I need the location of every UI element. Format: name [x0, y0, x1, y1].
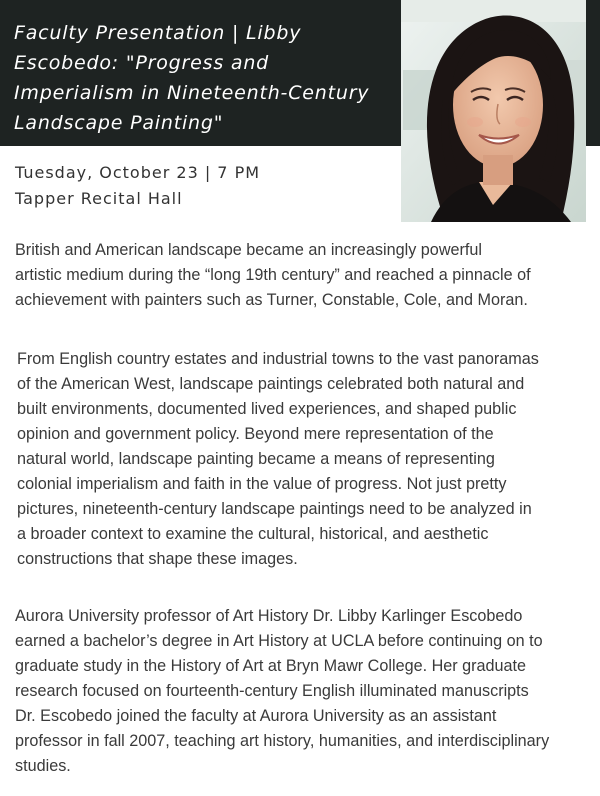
paragraph-line: achievement with painters such as Turner, Constable, Cole, and Moran. — [15, 291, 528, 309]
paragraph-line: research focused on fourteenth-century English illuminated manuscripts — [15, 682, 529, 700]
description-paragraph — [17, 347, 595, 572]
speaker-bio-paragraph — [15, 604, 595, 779]
paragraph-line: professor in fall 2007, teaching art history, humanities, and interdisciplinary — [15, 732, 550, 750]
page-title — [14, 18, 394, 138]
paragraph-line: From English country estates and industrial towns to the vast panoramas — [17, 350, 539, 368]
title-line: Imperialism in Nineteenth-Century — [14, 82, 370, 104]
title-line: Landscape Painting" — [14, 112, 224, 134]
paragraph-line: built environments, documented lived experiences, and shaped public — [17, 400, 517, 418]
title-line: Faculty Presentation | Libby — [14, 22, 302, 44]
portrait-photo-icon — [401, 0, 586, 222]
paragraph-line: of the American West, landscape paintings celebrated both natural and — [17, 375, 525, 393]
paragraph-line: British and American landscape became an increasingly powerful — [15, 241, 482, 259]
paragraph-line: studies. — [15, 757, 71, 775]
event-date-time: Tuesday, October 23 | 7 PM — [15, 163, 261, 182]
speaker-portrait-photo — [401, 0, 586, 222]
paragraph-line: graduate study in the History of Art at Bryn Mawr College. Her graduate — [15, 657, 527, 675]
paragraph-line: Aurora University professor of Art History Dr. Libby Karlinger Escobedo — [15, 607, 523, 625]
paragraph-line: colonial imperialism and faith in the value of progress. Not just pretty — [17, 475, 507, 493]
event-location: Tapper Recital Hall — [15, 189, 183, 208]
paragraph-line: natural world, landscape painting became a means of representing — [17, 450, 495, 468]
paragraph-line: a broader context to examine the cultural, historical, and aesthetic — [17, 525, 489, 543]
event-details — [15, 160, 260, 212]
paragraph-line: earned a bachelor’s degree in Art History at UCLA before continuing on to — [15, 632, 543, 650]
title-line: Escobedo: "Progress and — [14, 52, 270, 74]
paragraph-line: pictures, nineteenth-century landscape paintings need to be analyzed in — [17, 500, 532, 518]
paragraph-line: opinion and government policy. Beyond mere representation of the — [17, 425, 494, 443]
paragraph-line: Dr. Escobedo joined the faculty at Aurora University as an assistant — [15, 707, 497, 725]
intro-paragraph — [15, 238, 595, 313]
paragraph-line: artistic medium during the “long 19th century” and reached a pinnacle of — [15, 266, 531, 284]
paragraph-line: constructions that shape these images. — [17, 550, 298, 568]
